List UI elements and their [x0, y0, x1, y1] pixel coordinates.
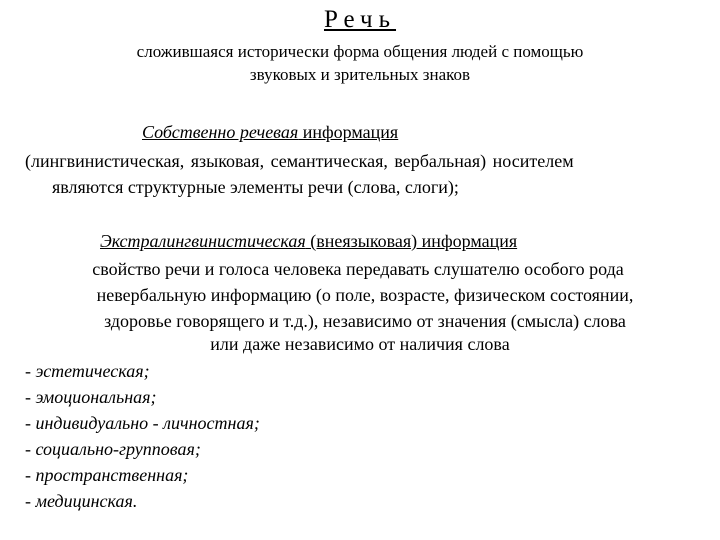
- extra-info-line-4: или даже независимо от наличия слова: [210, 334, 510, 354]
- list-item-social-group: - социально-групповая;: [25, 439, 201, 459]
- speech-info-heading-plain: информация: [298, 122, 399, 142]
- extra-info-heading-plain: (внеязыковая) информация: [305, 231, 518, 251]
- list-item-spatial: - пространственная;: [25, 465, 189, 485]
- list-item-medical: - медицинская.: [25, 491, 138, 511]
- extra-info-line-1: свойство речи и голоса человека передавать слушателю особого рода: [92, 259, 624, 279]
- speech-info-heading: [142, 122, 398, 143]
- speech-info-heading-italic: Собственно речевая: [142, 122, 299, 142]
- extra-info-heading-italic: Экстралингвинистическая: [100, 231, 306, 251]
- page-title: Речь: [323, 6, 397, 33]
- definition-line-1: сложившаяся исторически форма общения людей с помощью: [136, 42, 584, 61]
- definition-line-2: звуковых и зрительных знаков: [249, 65, 471, 84]
- list-item-aesthetic: - эстетическая;: [25, 361, 150, 381]
- speech-info-line-2: являются структурные элементы речи (слова, слоги);: [52, 177, 459, 197]
- speech-info-line-1: (лингвинистическая, языковая, семантическая, вербальная) носителем: [25, 151, 574, 171]
- extra-info-line-3: здоровье говорящего и т.д.), независимо от значения (смысла) слова: [104, 311, 626, 331]
- extra-info-line-2: невербальную информацию (о поле, возрасте, физическом состоянии,: [96, 285, 634, 305]
- list-item-emotional: - эмоциональная;: [25, 387, 157, 407]
- extra-info-heading: [100, 231, 517, 252]
- list-item-personal: - индивидуально - личностная;: [25, 413, 260, 433]
